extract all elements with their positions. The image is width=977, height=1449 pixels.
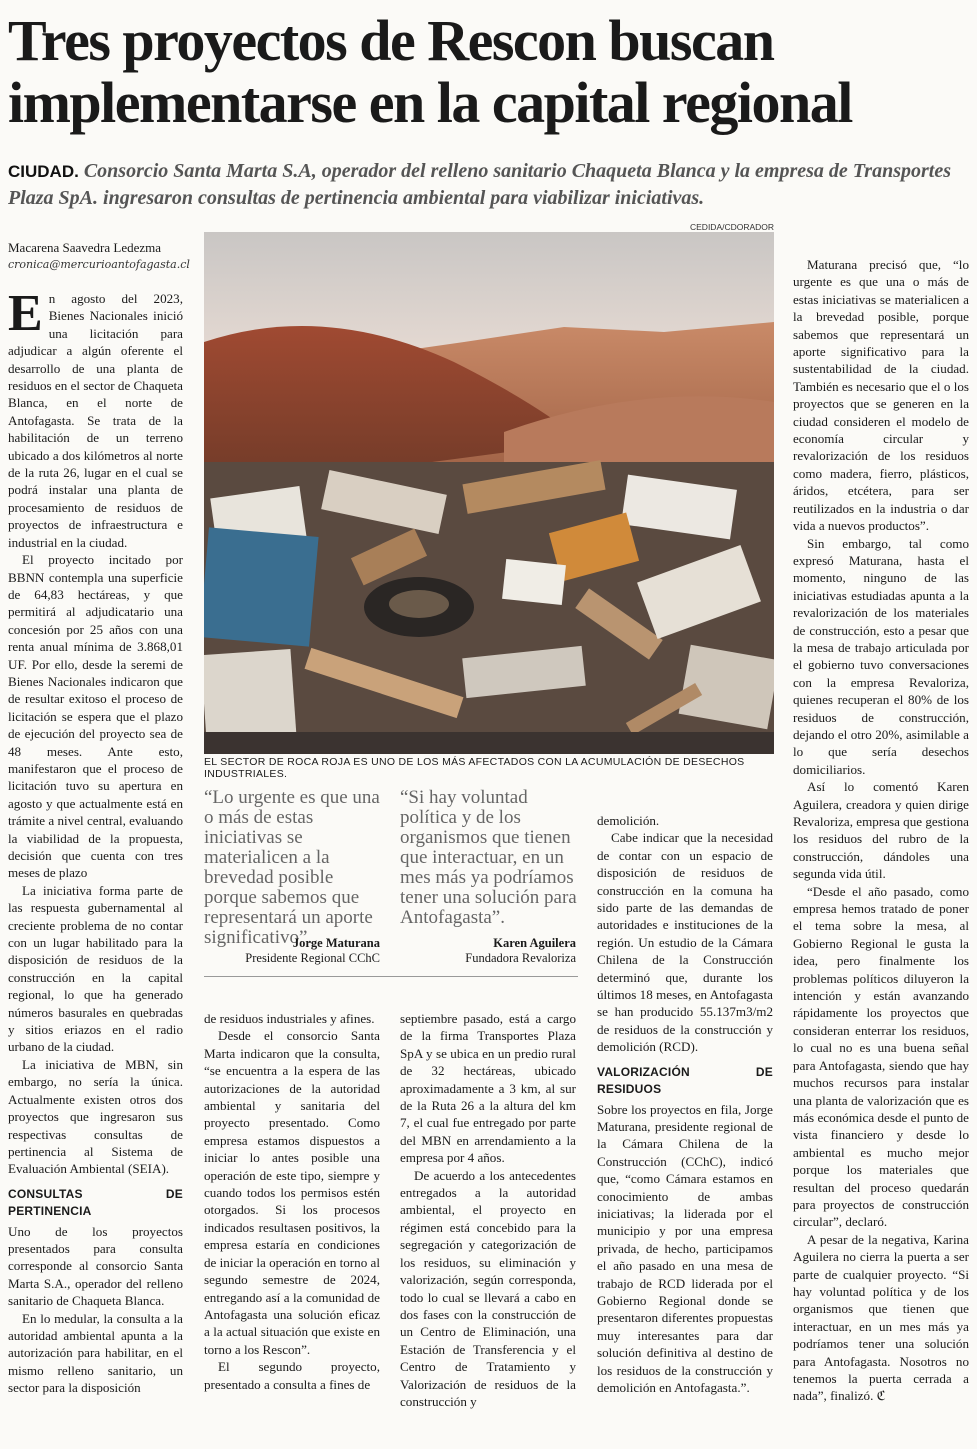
article-paragraph: En agosto del 2023, Bienes Nacionales inició una licitación para adjudicar a algún oferente el desarrollo de una planta de residuos en el sector de Chaqueta Blanca, en el norte de Antofagasta. Se trata de la habilitación de un terreno ubicado a dos kilómetros al norte de la ruta 26, lugar en el cual se podrá instalar una planta de procesamiento de residuos de proyectos de infraestructura e industrial en la ciudad. — [8, 285, 183, 550]
article-paragraph: La iniciativa de MBN, sin embargo, no sería la única. Actualmente existen otros dos proyectos que ingresaron sus respectivas consultas de pertinencia al Sistema de Evaluación Ambiental (SEIA). — [8, 1056, 183, 1177]
quote-author-role: Fundadora Revaloriza — [465, 951, 576, 965]
lead-text: Consorcio Santa Marta S.A, operador del relleno sanitario Chaqueta Blanca y la empresa de Transportes Plaza SpA. ingresaron consultas de pertinencia ambiental para viabilizar iniciativas. — [8, 160, 951, 209]
pull-quote-2-attribution — [400, 936, 576, 966]
article-paragraph: En lo medular, la consulta a la autoridad ambiental apunta a la autorización para habilitar, en el mismo relleno sanitario, un sector para la disposición — [8, 1310, 183, 1396]
article-paragraph: A pesar de la negativa, Karina Aguilera no cierra la puerta a ser parte de cualquier proyecto. “Si hay voluntad política y de los organismos que tienen que interactuar, en un mes más ya podríamos tener una solución para Antofagasta. Nosotros no tenemos la puerta cerrada a nada”, finalizó. ℭ — [793, 1231, 969, 1404]
divider — [204, 976, 578, 977]
headline: Tres proyectos de Rescon buscan implementarse en la capital regional — [8, 8, 852, 135]
article-column-4 — [597, 812, 773, 1396]
article-paragraph: demolición. — [597, 813, 660, 828]
author-email[interactable]: cronica@mercurioantofagasta.cl — [8, 258, 190, 271]
article-paragraph: El proyecto incitado por BBNN contempla una superficie de 64,83 hectáreas, y que permitirá al adjudicatario una concesión por 25 años con una renta anual mínima de 3.868,01 UF. Por ello, desde la seremi de Bienes Nacionales indicaron que de resultar exitoso el proceso de licitación se espera que el plazo de ejecución del proyecto sea de 48 meses. Ante esto, manifestaron que el proceso de licitación tuvo su apertura en agosto y que actualmente está en trámite a nivel central, evaluando la viabilidad de la propuesta, decisión que cuenta con tres meses de plazo — [8, 552, 183, 881]
article-paragraph: La iniciativa forma parte de las respuesta gubernamental al creciente problema de no contar con un lugar habilitado para la disposición de residuos de la construcción en la capital regional, lo que ha generado números basurales en quebradas y sitios eriazos en el radio urbano de la ciudad. — [8, 882, 183, 1055]
end-mark-icon: ℭ — [876, 1388, 886, 1404]
article-paragraph: De acuerdo a los antecedentes entregados a la autoridad ambiental, el proyecto en régimen está concebido para la segregación y categorización de los residuos, su eliminación y valorización, según corresponda, todo lo cual se llevará a cabo en dos fases con la construcción de un Centro de Eliminación, una Estación de Transferencia y el Centro de Tratamiento y Valorización de residuos de la construcción y — [400, 1167, 576, 1409]
drop-cap: E — [8, 285, 43, 342]
article-column-2 — [204, 1010, 380, 1393]
subheading: VALORIZACIÓN DE RESIDUOS — [597, 1064, 773, 1097]
article-photo — [204, 232, 774, 754]
lead-paragraph — [8, 158, 968, 212]
quote-author-name: Jorge Maturana — [292, 936, 380, 950]
landfill-debris-image — [204, 232, 774, 754]
byline — [8, 240, 193, 271]
article-paragraph: de residuos industriales y afines. — [204, 1011, 375, 1026]
article-column-5 — [793, 256, 969, 1405]
quote-author-role: Presidente Regional CChC — [245, 951, 380, 965]
article-paragraph: Cabe indicar que la necesidad de contar con un espacio de disposición de residuos de construcción en la comuna ha sido parte de las demandas de autoridades e instituciones de la región. Un estudio de la Cámara Chilena de la Construcción determinó que, durante los últimos 18 meses, en Antofagasta se han producido 55.137m3/m2 de residuos de la construcción y demolición (RCD). — [597, 830, 773, 1055]
quote-author-name: Karen Aguilera — [493, 936, 576, 950]
photo-credit: CEDIDA/CDORADOR — [690, 222, 775, 232]
article-paragraph: Uno de los proyectos presentados para consulta corresponde al consorcio Santa Marta S.A., operador del relleno sanitario de Chaqueta Blanca. — [8, 1223, 183, 1309]
article-paragraph: septiembre pasado, está a cargo de la firma Transportes Plaza SpA y se ubica en un predio rural de 32 hectáreas, ubicado aproximadamente a 3 km, al sur de la Ruta 26 a la altura del km 7, el cual fue entregado por parte del MBN en arrendamiento a la empresa por 4 años. — [400, 1011, 576, 1166]
article-paragraph: Así lo comentó Karen Aguilera, creadora y quien dirige Revaloriza, empresa que gestiona los residuos del rubro de la construcción, dándoles una segunda vida útil. — [793, 779, 969, 882]
article-paragraph: “Desde el año pasado, como empresa hemos tratado de poner el tema sobre la mesa, al Gobierno Regional le gusta la idea, pero finalmente los problemas políticos diluyeron la intención y están avanzando rápidamente los proyectos que consideran enterrar los residuos, lo cual no es una buena señal para Antofagasta, siendo que hay muchos recursos para instalar una planta de valorización que es más económica desde el punto de vista financiero y desde lo ambiental es mucho mejor porque los materiales que resultan del proceso quedarán para proyectos de construcción circular”, declaró. — [793, 883, 969, 1230]
article-paragraph: Desde el consorcio Santa Marta indicaron que la consulta, “se encuentra a la espera de las autorizaciones de la autoridad ambiental y sanitaria del proyecto presentado. Como empresa estamos dispuestos a iniciar lo antes posible una operación de este tipo, siempre y cuando todos los permisos estén otorgados. Si los procesos indicados resultasen positivos, la empresa estaría en condiciones de iniciar la operación en torno al segundo semestre de 2024, entregando así a la comunidad de Antofagasta una solución eficaz a la actual situación que existe en torno a los Rescon”. — [204, 1028, 380, 1357]
article-column-3 — [400, 1010, 576, 1410]
pull-quote-2: “Si hay voluntad política y de los organismos que tienen que interactuar, en un mes más ya podríamos tener una solución para Antofagasta”. — [400, 787, 577, 928]
pull-quote-1-attribution — [204, 936, 380, 966]
author-name: Macarena Saavedra Ledezma — [8, 240, 162, 255]
subheading: CONSULTAS DE PERTINENCIA — [8, 1186, 183, 1219]
section-kicker: CIUDAD. — [8, 162, 79, 181]
photo-caption: EL SECTOR DE ROCA ROJA ES UNO DE LOS MÁS AFECTADOS CON LA ACUMULACIÓN DE DESECHOS INDUSTRIALES. — [204, 756, 745, 780]
article-paragraph: El segundo proyecto, presentado a consulta a fines de — [204, 1359, 380, 1392]
article-column-1 — [8, 285, 183, 1397]
article-paragraph: Maturana precisó que, “lo urgente es que una o más de estas iniciativas se materialicen a la brevedad posible, porque sabemos que representará un aporte significativo para la sustentabilidad de la ciudad. También es necesario que el o los proyectos que se generen en la ciudad consideren el modelo de economía circular y revalorización de los residuos como madera, fierro, plásticos, áridos, etcétera, para ser reutilizados en la industria o dar vida a nuevos productos”. — [793, 257, 969, 534]
pull-quote-1: “Lo urgente es que una o más de estas iniciativas se materialicen a la brevedad posible porque sabemos que representará un aporte significativo”. — [204, 787, 380, 948]
article-paragraph: Sin embargo, tal como expresó Maturana, hasta el momento, ninguno de las iniciativas estudiadas apunta a la revalorización de los materiales de construcción, esto a pesar que la mesa de trabajo articulada por el gobierno tuvo conversaciones con la empresa Revaloriza, quienes recuperan el 80% de los residuos de construcción, dejando el otro 20%, asimilable a lo que sería desechos domiciliarios. — [793, 535, 969, 777]
article-paragraph: Sobre los proyectos en fila, Jorge Maturana, presidente regional de la Cámara Chilena de la Construcción (CChC), indicó que, “como Cámara estamos en conocimiento de ambas iniciativas; la liderada por el municipio y por una empresa privada, de hecho, participamos el año pasado en una mesa de trabajo de RCD liderada por el Gobierno Regional donde se presentaron diferentes propuestas muy interesantes para dar solución definitiva al destino de los residuos de la construcción y demolición en Antofagasta.”. — [597, 1101, 773, 1395]
